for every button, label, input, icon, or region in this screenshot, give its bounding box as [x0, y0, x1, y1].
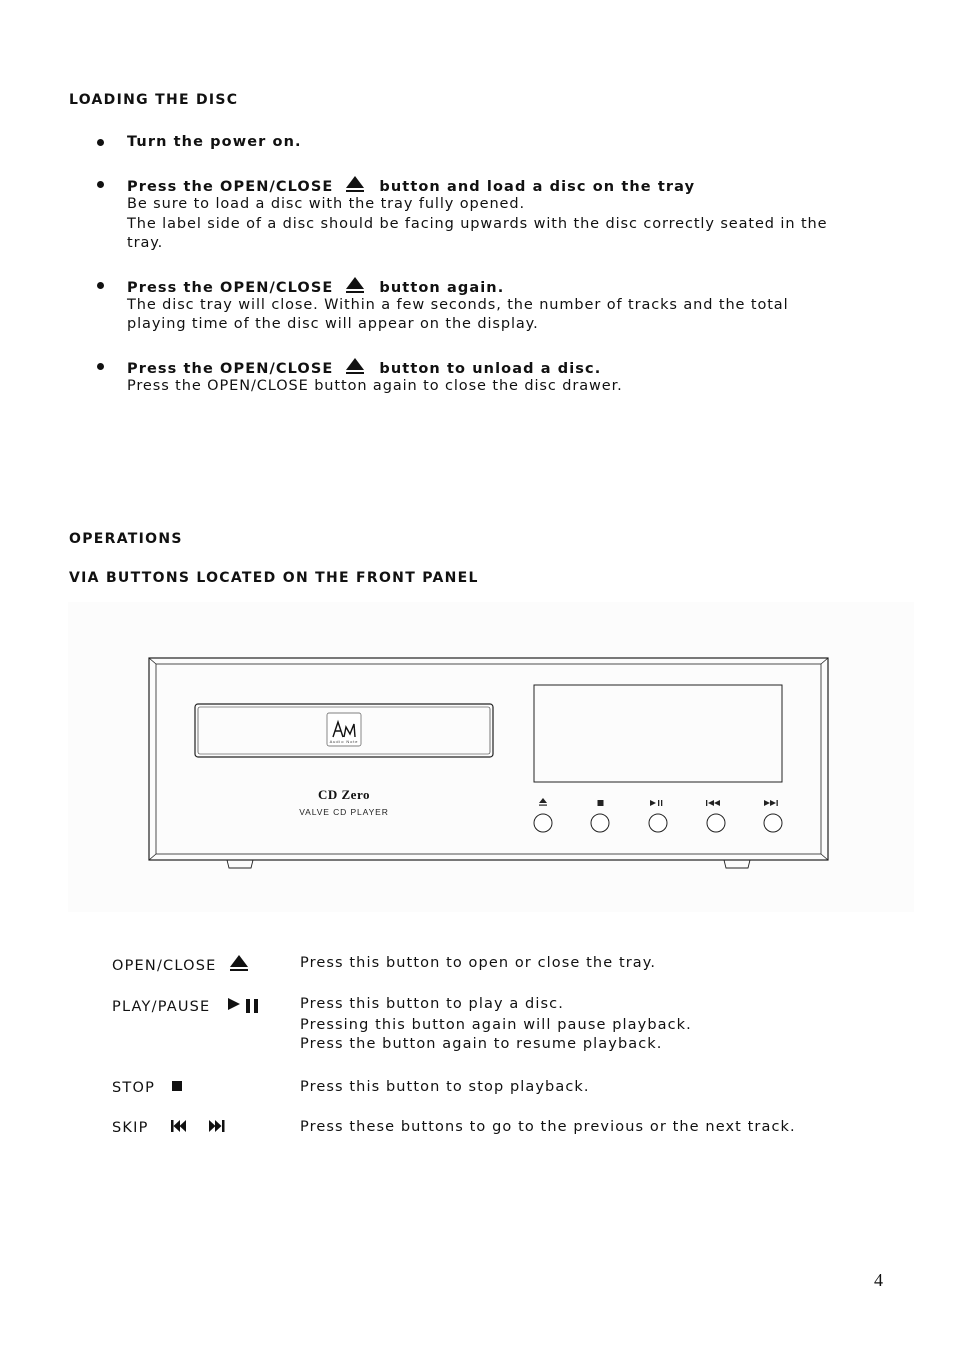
- stop-icon: [598, 800, 604, 806]
- bullet-point: [97, 282, 104, 289]
- open-close-button: [534, 814, 552, 832]
- bullet-text: Press the OPEN/CLOSE button again to close the disc drawer.: [127, 378, 623, 394]
- control-desc: Press the button again to resume playback.: [300, 1036, 663, 1052]
- bullet-title: Turn the power on.: [127, 134, 302, 150]
- bullet-text: tray.: [127, 235, 164, 251]
- play-pause-button: [649, 814, 667, 832]
- control-label-open-close: OPEN/CLOSE: [112, 955, 263, 974]
- control-desc: Press this button to play a disc.: [300, 996, 564, 1012]
- bullet-title: Press the OPEN/CLOSE button and load a disc on the tray: [127, 176, 695, 195]
- bullet-point: [97, 363, 104, 370]
- eject-icon: [345, 176, 365, 193]
- control-desc: Pressing this button again will pause playback.: [300, 1017, 692, 1033]
- control-desc: Press this button to open or close the tray.: [300, 955, 657, 971]
- cd-player-drawing: [68, 602, 914, 912]
- stop-icon: [171, 1079, 185, 1093]
- play-pause-icon: [650, 800, 662, 806]
- control-label-play-pause: PLAY/PAUSE: [112, 996, 262, 1015]
- bullet-title: Press the OPEN/CLOSE button again.: [127, 277, 504, 296]
- next-track-icon: [208, 1119, 226, 1133]
- section-heading-operations: OPERATIONS: [69, 531, 183, 547]
- model-subtitle: VALVE CD PLAYER: [299, 807, 389, 817]
- model-name: CD Zero: [317, 787, 371, 802]
- control-label-skip: SKIP: [112, 1119, 226, 1136]
- section-subheading: VIA BUTTONS LOCATED ON THE FRONT PANEL: [69, 570, 479, 586]
- previous-track-button: [707, 814, 725, 832]
- bullet-point: [97, 181, 104, 188]
- next-track-button: [764, 814, 782, 832]
- control-desc: Press these buttons to go to the previous or the next track.: [300, 1119, 796, 1135]
- stop-button: [591, 814, 609, 832]
- control-desc: Press this button to stop playback.: [300, 1079, 590, 1095]
- bullet-point: [97, 139, 104, 146]
- front-panel-figure: [68, 602, 914, 912]
- eject-icon: [229, 955, 249, 972]
- section-heading-loading: LOADING THE DISC: [69, 92, 239, 108]
- bullet-title: Press the OPEN/CLOSE button to unload a disc.: [127, 358, 601, 377]
- previous-track-icon: [706, 800, 720, 806]
- display-window: [534, 685, 782, 782]
- previous-track-icon: [170, 1119, 188, 1133]
- bullet-text: The label side of a disc should be facing upwards with the disc correctly seated in the: [127, 216, 828, 232]
- bullet-text: playing time of the disc will appear on the display.: [127, 316, 539, 332]
- page-number: 4: [874, 1270, 883, 1290]
- eject-icon: [539, 798, 547, 806]
- control-label-stop: STOP: [112, 1079, 185, 1096]
- bullet-text: The disc tray will close. Within a few seconds, the number of tracks and the total: [127, 297, 789, 313]
- eject-icon: [345, 277, 365, 294]
- play-pause-icon: [226, 996, 262, 1014]
- logo-text: Audio Note: [329, 739, 359, 744]
- eject-icon: [345, 358, 365, 375]
- next-track-icon: [764, 800, 778, 806]
- bullet-text: Be sure to load a disc with the tray fully opened.: [127, 196, 525, 212]
